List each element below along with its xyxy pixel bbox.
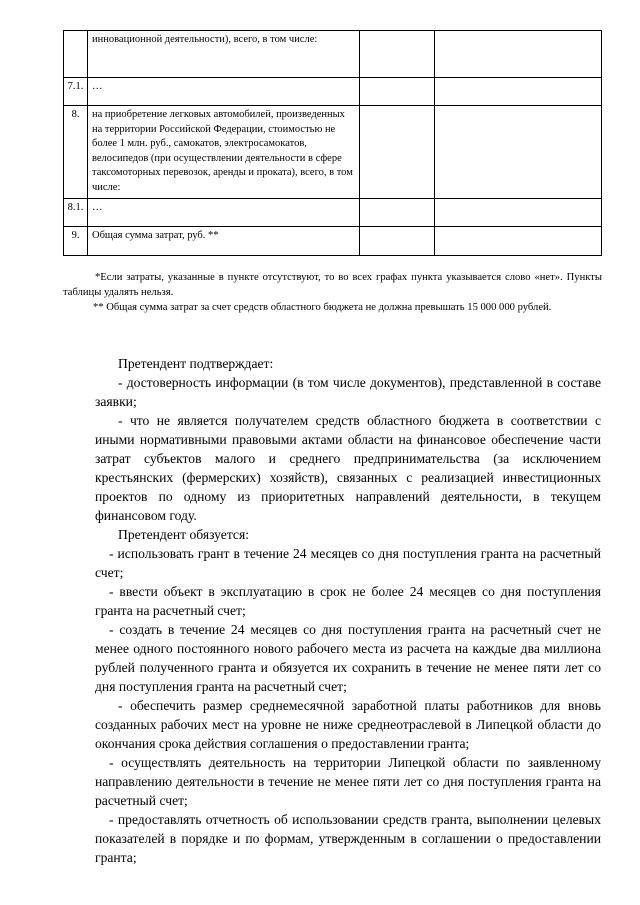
empty-cell <box>435 199 602 227</box>
row-number <box>64 31 88 78</box>
table-row <box>64 199 602 227</box>
empty-cell <box>435 78 602 106</box>
obligation-item: - использовать грант в течение 24 месяцев со дня поступления гранта на расчетный счет; <box>95 546 601 580</box>
obligation-item: - предоставлять отчетность об использовании средств гранта, выполнении целевых показателей в порядке и по формам, утвержденным в соглашении о предоставлении гранта; <box>95 812 601 865</box>
row-number: 8. <box>64 106 88 199</box>
table-row <box>64 31 602 78</box>
row-description: … <box>88 78 360 106</box>
footnote-2: ** Общая сумма затрат за счет средств областного бюджета не должна превышать 15 000 000 рублей. <box>93 302 552 313</box>
footnotes <box>63 270 602 315</box>
obligations-heading: Претендент обязуется: <box>118 527 249 542</box>
confirm-item: - достоверность информации (в том числе документов), представленной в составе заявки; <box>95 375 601 409</box>
confirm-item: - что не является получателем средств областного бюджета в соответствии с иными нормативными правовыми актами области на финансовое обеспечение части затрат субъектов малого и среднего предпринимательства (за исключением крестьянских (фермерских) хозяйств), связанных с реализацией инвестиционных проектов по одному из приоритетных направлений деятельности, в текущем финансовом году. <box>95 413 601 523</box>
empty-cell <box>435 227 602 256</box>
footnote-1: *Если затраты, указанные в пункте отсутствуют, то во всех графах пункта указывается слово «нет». Пункты таблицы удалять нельзя. <box>63 272 602 298</box>
row-number: 7.1. <box>64 78 88 106</box>
row-number: 8.1. <box>64 199 88 227</box>
applicant-statement <box>95 354 601 867</box>
empty-cell <box>360 106 435 199</box>
table-row <box>64 78 602 106</box>
empty-cell <box>360 199 435 227</box>
empty-cell <box>435 31 602 78</box>
table-row <box>64 227 602 256</box>
row-number: 9. <box>64 227 88 256</box>
empty-cell <box>360 78 435 106</box>
row-description: инновационной деятельности), всего, в том числе: <box>88 31 360 78</box>
row-description: Общая сумма затрат, руб. ** <box>88 227 360 256</box>
confirms-heading: Претендент подтверждает: <box>118 356 274 371</box>
empty-cell <box>360 31 435 78</box>
obligation-item: - ввести объект в эксплуатацию в срок не более 24 месяцев со дня поступления гранта на расчетный счет; <box>95 584 601 618</box>
obligation-item: - осуществлять деятельность на территории Липецкой области по заявленному направлению деятельности в течение не менее пяти лет со дня поступления гранта на расчетный счет; <box>95 755 601 808</box>
empty-cell <box>360 227 435 256</box>
costs-table <box>63 30 602 256</box>
obligation-item: - обеспечить размер среднемесячной заработной платы работников для вновь созданных рабочих мест на уровне не ниже среднеотраслевой в Липецкой области до окончания срока действия соглашения о предоставлении гранта; <box>95 698 601 751</box>
empty-cell <box>435 106 602 199</box>
table-row <box>64 106 602 199</box>
row-description: … <box>88 199 360 227</box>
row-description: на приобретение легковых автомобилей, произведенных на территории Российской Федерации, стоимостью не более 1 млн. руб., самокатов, электросамокатов, велосипедов (при осуществлении деятельности в сфере таксомоторных перевозок, аренды и проката), всего, в том числе: <box>88 106 360 199</box>
obligation-item: - создать в течение 24 месяцев со дня поступления гранта на расчетный счет не менее одного постоянного нового рабочего места из расчета на каждые два миллиона рублей полученного гранта и обязуется их сохранить в течение не менее пяти лет со дня поступления гранта на расчетный счет; <box>95 622 601 694</box>
